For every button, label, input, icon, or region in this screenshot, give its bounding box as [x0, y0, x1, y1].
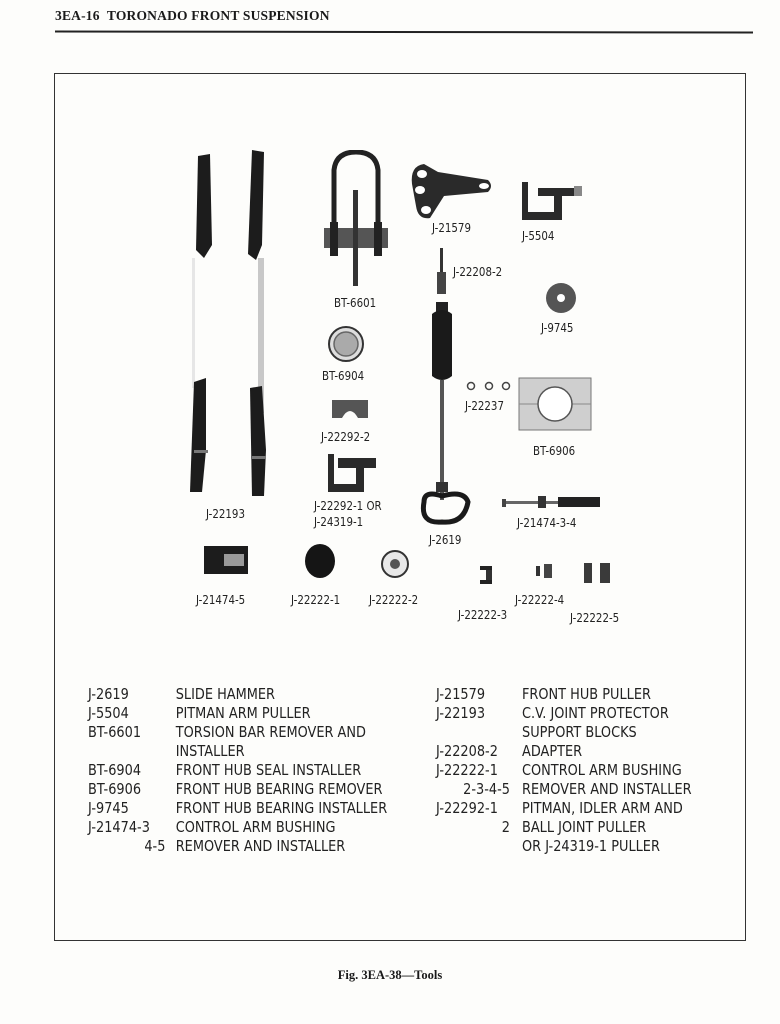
header-rule — [55, 31, 753, 34]
tool-description: FRONT HUB SEAL INSTALLER — [175, 761, 362, 779]
tool-code: 2 — [501, 818, 510, 836]
bushing-cup-icon — [304, 543, 336, 579]
torsion-bar-remover-icon — [322, 150, 390, 290]
legend-row — [436, 818, 646, 836]
tool-code: 4-5 — [144, 837, 166, 855]
tool-description: SUPPORT BLOCKS — [522, 723, 637, 741]
tool-description: OR J-24319-1 PULLER — [522, 837, 660, 855]
tool-description: ADAPTER — [522, 742, 583, 760]
ball-joint-puller-icon — [326, 450, 378, 494]
tool-description: TORSION BAR REMOVER AND — [175, 723, 366, 741]
hub-bearing-remover-icon — [518, 376, 592, 432]
legend-row — [436, 685, 651, 703]
label-j24319-1: J-24319-1 — [314, 514, 364, 529]
tool-code: J-22208-2 — [436, 742, 498, 760]
tool-description: FRONT HUB BEARING REMOVER — [175, 780, 383, 798]
figure-caption: Fig. 3EA-38—Tools — [337, 968, 443, 982]
legend-row — [88, 799, 387, 817]
bushing-receiver-icon — [202, 544, 248, 576]
tool-code: 2-3-4-5 — [463, 780, 510, 798]
tool-description: REMOVER AND INSTALLER — [522, 780, 692, 798]
tool-code: J-2619 — [88, 685, 129, 703]
tool-code: J-22292-1 — [436, 799, 498, 817]
label-j22237: J-22237 — [465, 398, 504, 413]
legend-row — [436, 780, 692, 798]
tool-description: CONTROL ARM BUSHING — [522, 761, 682, 779]
puller-adapter-icon — [332, 400, 368, 418]
legend-row — [88, 780, 382, 798]
header-text — [55, 8, 330, 24]
tool-code: BT-6906 — [88, 780, 142, 798]
legend-row — [436, 799, 683, 817]
slide-hammer-icon — [418, 302, 474, 528]
tool-description: CONTROL ARM BUSHING — [175, 818, 336, 836]
label-j9745: J-9745 — [541, 320, 574, 335]
tool-code: J-22193 — [436, 704, 486, 722]
label-j21474-3-4: J-21474-3-4 — [517, 515, 577, 530]
legend-row — [88, 723, 366, 741]
label-bt6601: BT-6601 — [334, 295, 377, 310]
legend-row — [436, 761, 682, 779]
hub-seal-installer-icon — [328, 326, 364, 362]
tool-code: J-22222-1 — [436, 761, 498, 779]
tool-description: BALL JOINT PULLER — [522, 818, 647, 836]
washers-icon — [466, 378, 512, 388]
tool-code: BT-6904 — [88, 761, 142, 779]
tool-code: J-5504 — [88, 704, 129, 722]
tool-description: SLIDE HAMMER — [175, 685, 275, 703]
tool-description: INSTALLER — [175, 742, 245, 760]
tool-description: PITMAN ARM PULLER — [175, 704, 311, 722]
tool-description: PITMAN, IDLER ARM AND — [522, 799, 683, 817]
bushing-spacer-3-icon — [478, 566, 494, 584]
label-j22292-2: J-22292-2 — [321, 429, 371, 444]
adapter-icon — [436, 248, 448, 296]
tool-description: FRONT HUB PULLER — [522, 685, 651, 703]
label-j22222-4: J-22222-4 — [515, 592, 565, 607]
section-title: TORONADO FRONT SUSPENSION — [106, 8, 330, 23]
legend-row — [88, 685, 275, 703]
bushing-tool-bolt-icon — [502, 494, 600, 510]
legend-row — [436, 704, 669, 722]
tool-code: J-9745 — [88, 799, 129, 817]
label-j22193: J-22193 — [206, 506, 245, 521]
label-j21579: J-21579 — [432, 220, 471, 235]
bushing-spacer-4-icon — [534, 564, 554, 578]
label-j22222-1: J-22222-1 — [291, 592, 341, 607]
legend-row — [88, 837, 345, 855]
tool-code: J-21474-3 — [88, 818, 150, 836]
legend-row — [436, 742, 582, 760]
tool-description: FRONT HUB BEARING INSTALLER — [175, 799, 388, 817]
label-bt6904: BT-6904 — [322, 368, 365, 383]
legend-row — [436, 837, 660, 855]
label-j21474-5: J-21474-5 — [196, 592, 246, 607]
label-j22292-1: J-22292-1 OR — [314, 498, 382, 513]
label-j22222-3: J-22222-3 — [458, 607, 508, 622]
legend-row — [436, 723, 637, 741]
tool-description: C.V. JOINT PROTECTOR — [522, 704, 669, 722]
legend-row — [88, 761, 361, 779]
front-hub-puller-icon — [408, 162, 494, 222]
label-j22208-2: J-22208-2 — [453, 264, 503, 279]
legend-row — [88, 818, 335, 836]
legend-row — [88, 742, 245, 760]
bushing-spacer-5-icon — [582, 562, 614, 584]
label-j5504: J-5504 — [522, 228, 555, 243]
tool-description: REMOVER AND INSTALLER — [175, 837, 346, 855]
bushing-washer-icon — [380, 549, 410, 579]
legend-row — [88, 704, 311, 722]
label-j22222-2: J-22222-2 — [369, 592, 419, 607]
tool-code: J-21579 — [436, 685, 486, 703]
cv-joint-protector-icon — [190, 150, 280, 500]
tool-code: BT-6601 — [88, 723, 142, 741]
page-number: 3EA-16 — [55, 8, 100, 23]
label-j2619: J-2619 — [429, 532, 462, 547]
hub-bearing-installer-icon — [545, 282, 577, 314]
label-bt6906: BT-6906 — [533, 443, 576, 458]
label-j22222-5: J-22222-5 — [570, 610, 620, 625]
pitman-arm-puller-icon — [520, 180, 582, 222]
